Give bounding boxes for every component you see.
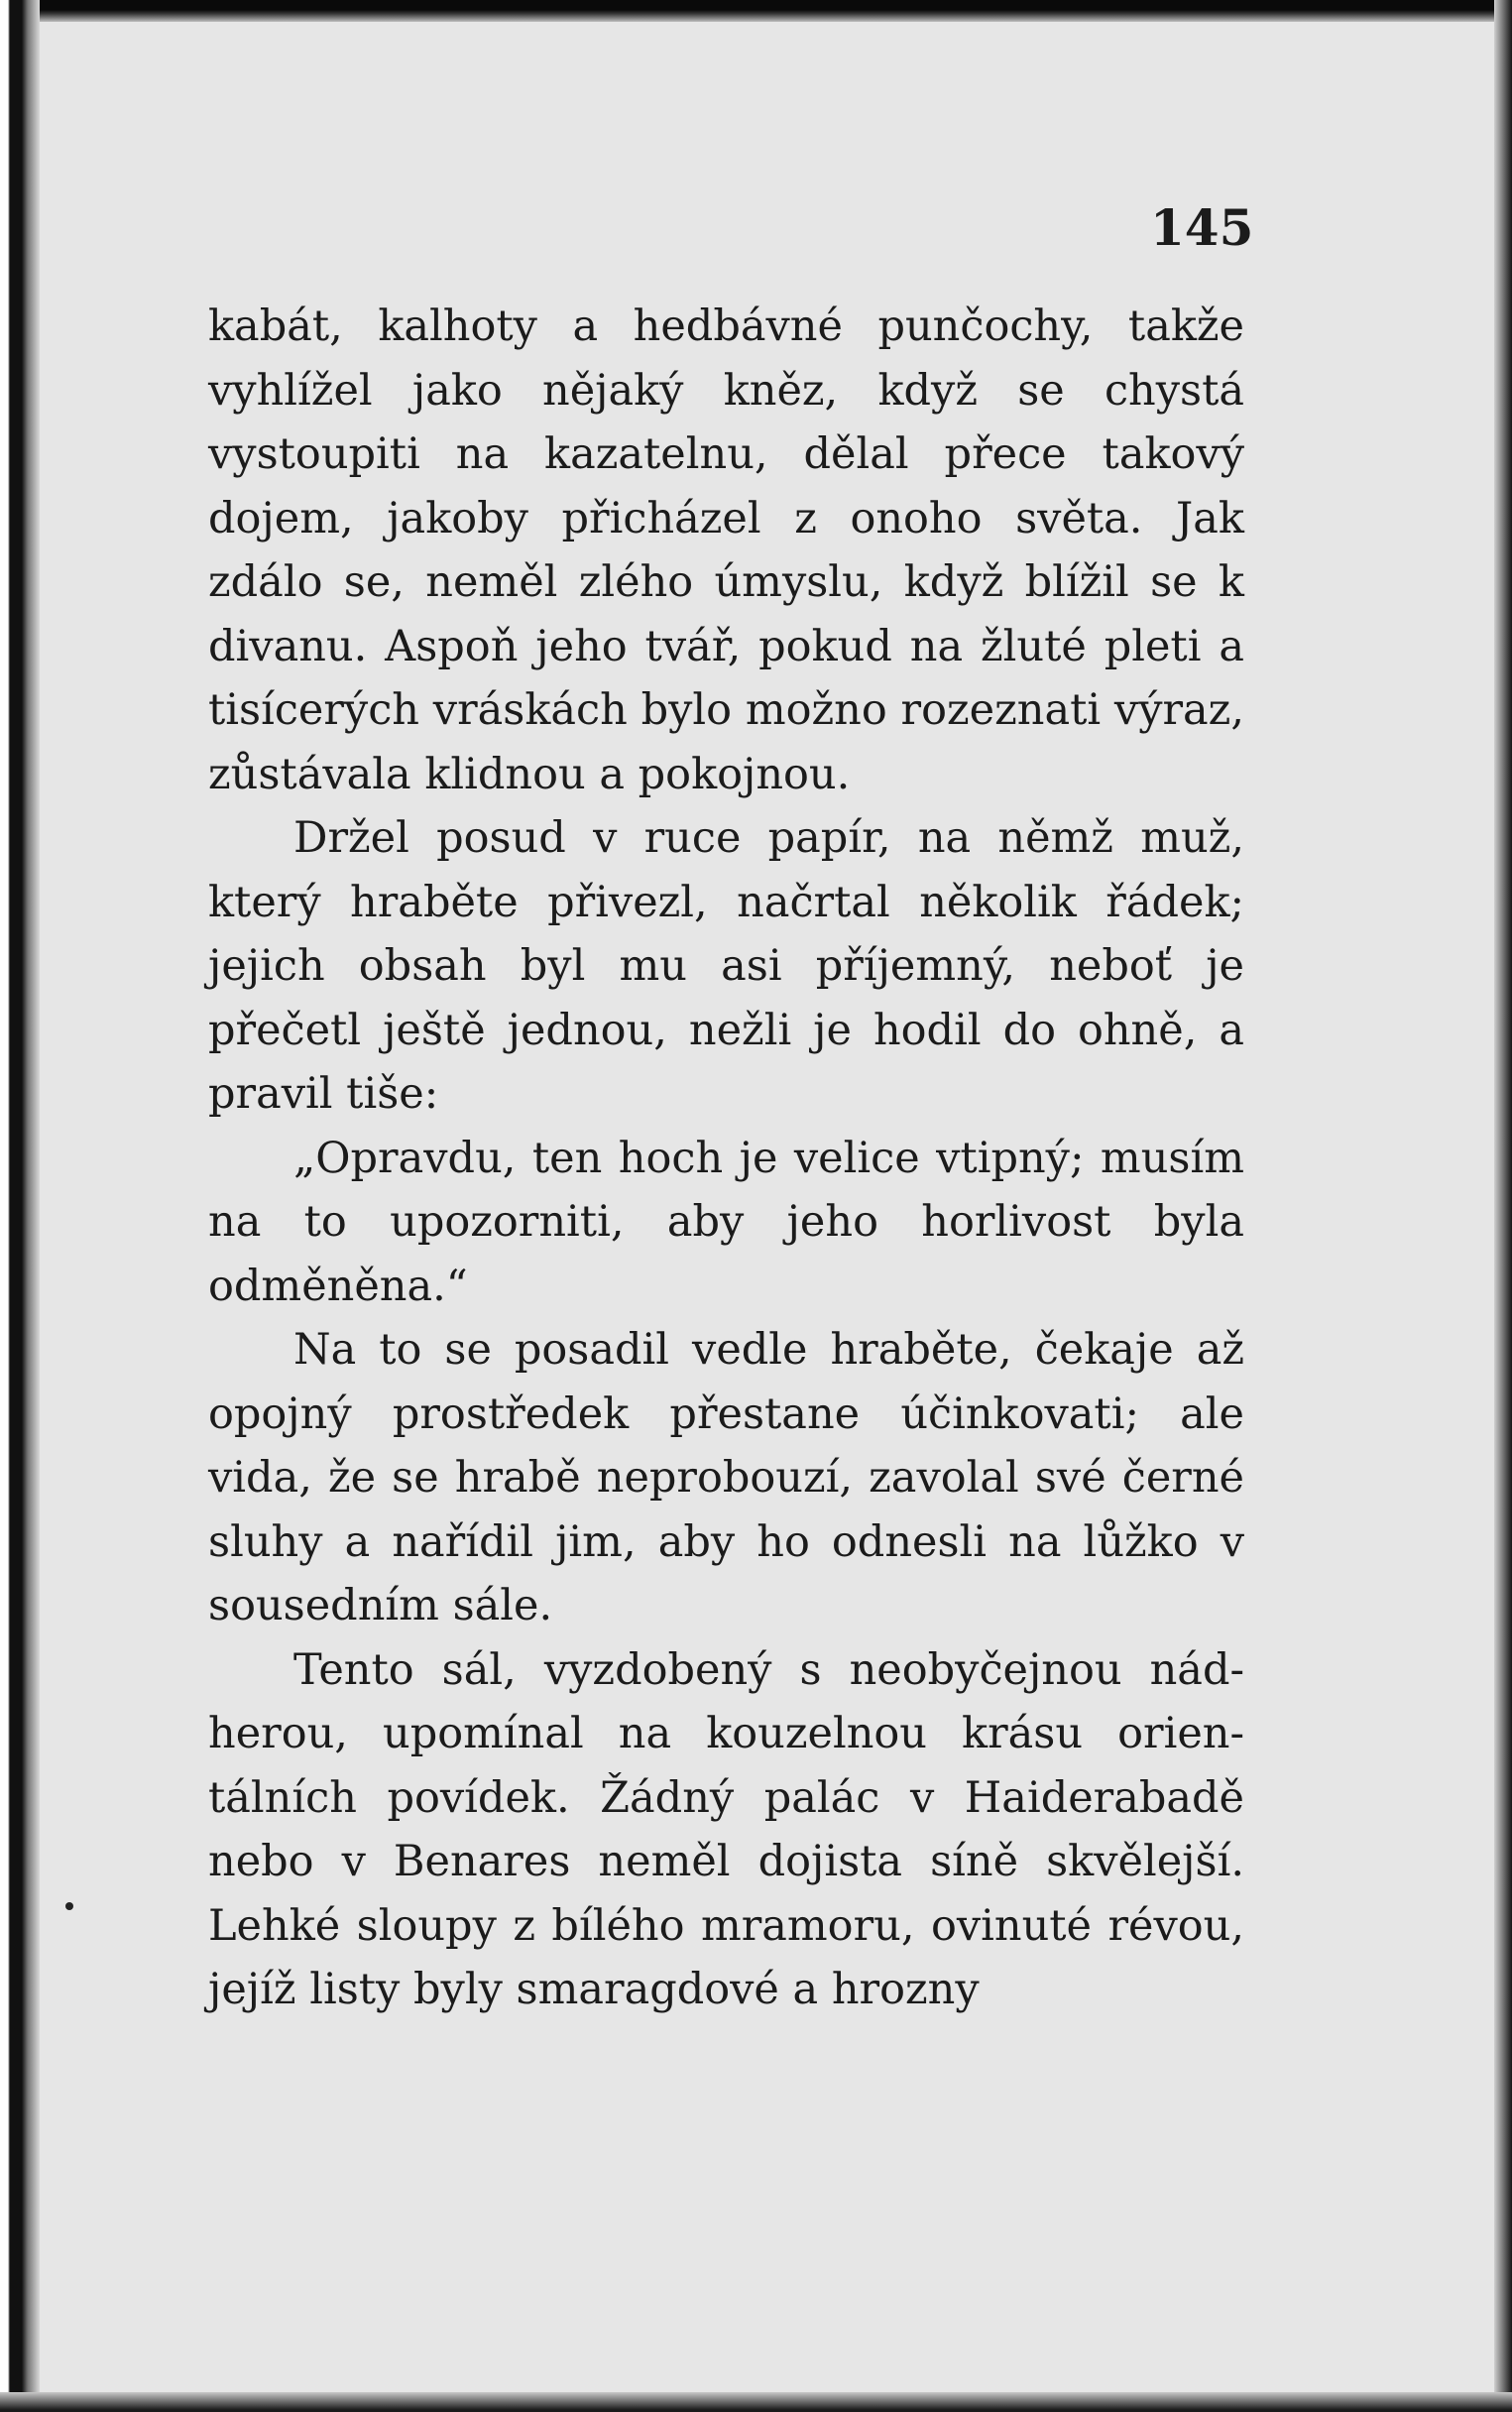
scan-border-left — [0, 0, 40, 2412]
paragraph-4: Na to se posadil vedle hraběte, čekaje až opojný prostředek přestane účinkovati; ale vida, že se hrabě neprobouzí, zavolal své černé sluhy a nařídil jim, aby ho odnesli na lůžko v sousedním sále. — [208, 1325, 1244, 1630]
scan-border-right — [1494, 0, 1512, 2412]
page-number: 145 — [1150, 198, 1254, 257]
paragraph-1: kabát, kalhoty a hedbávné punčochy, takže vyhlížel jako nějaký kněz, když se chystá vystoupiti na kazatelnu, dělal přece takový dojem, jakoby přicházel z onoho světa. Jak zdálo se, neměl zlého úmyslu, když blížil se k divanu. Aspoň jeho tvář, pokud na žluté pleti a tisícerých vráskách bylo možno rozeznati výraz, zůstávala klidnou a pokojnou. — [208, 302, 1244, 799]
ink-speck — [65, 1902, 73, 1910]
paragraph-3: „Opravdu, ten hoch je velice vtipný; musím na to upozorniti, aby jeho horlivost byla odměněna.“ — [208, 1133, 1244, 1311]
paragraph-2: Držel posud v ruce papír, na němž muž, který hraběte přivezl, načrtal několik řádek; jejich obsah byl mu asi příjemný, neboť je přečetl ještě jednou, nežli je hodil do ohně, a pravil tiše: — [208, 813, 1244, 1119]
paragraph-5: Tento sál, vyzdobený s neobyčejnou nádherou, upomínal na kouzelnou krásu orientálních povídek. Žádný palác v Haiderabadě nebo v Benares neměl dojista síně skvělejší. Lehké sloupy z bílého mramoru, ovinuté révou, jejíž listy byly smaragdové a hrozny — [208, 1644, 1244, 2014]
scan-border-bottom — [0, 2392, 1512, 2412]
scan-border-top — [0, 0, 1512, 22]
body-text — [208, 295, 1244, 2022]
